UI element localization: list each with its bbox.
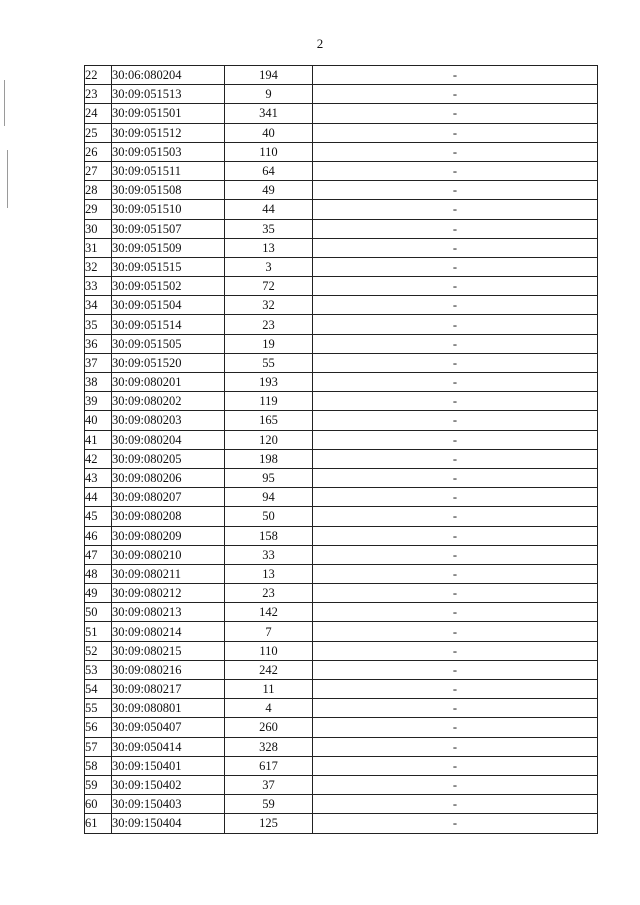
area-cell: 158 bbox=[225, 526, 313, 545]
table-row bbox=[85, 449, 598, 468]
cadastral-code-cell: 30:09:051511 bbox=[112, 161, 225, 180]
area-cell: 120 bbox=[225, 430, 313, 449]
table-row bbox=[85, 238, 598, 257]
area-cell: 328 bbox=[225, 737, 313, 756]
row-number-cell: 45 bbox=[85, 507, 112, 526]
cadastral-code-cell: 30:09:051505 bbox=[112, 334, 225, 353]
note-cell: - bbox=[313, 775, 598, 794]
area-cell: 194 bbox=[225, 66, 313, 85]
cadastral-code-cell: 30:09:051507 bbox=[112, 219, 225, 238]
cadastral-code-cell: 30:09:080209 bbox=[112, 526, 225, 545]
note-cell: - bbox=[313, 507, 598, 526]
row-number-cell: 23 bbox=[85, 85, 112, 104]
note-cell: - bbox=[313, 680, 598, 699]
row-number-cell: 42 bbox=[85, 449, 112, 468]
row-number-cell: 58 bbox=[85, 756, 112, 775]
note-cell: - bbox=[313, 334, 598, 353]
area-cell: 40 bbox=[225, 123, 313, 142]
area-cell: 617 bbox=[225, 756, 313, 775]
note-cell: - bbox=[313, 449, 598, 468]
area-cell: 3 bbox=[225, 257, 313, 276]
area-cell: 193 bbox=[225, 373, 313, 392]
cadastral-code-cell: 30:09:051510 bbox=[112, 200, 225, 219]
table-row bbox=[85, 181, 598, 200]
area-cell: 260 bbox=[225, 718, 313, 737]
table-row bbox=[85, 814, 598, 833]
area-cell: 4 bbox=[225, 699, 313, 718]
note-cell: - bbox=[313, 468, 598, 487]
table-row bbox=[85, 468, 598, 487]
note-cell: - bbox=[313, 814, 598, 833]
cadastral-code-cell: 30:09:080801 bbox=[112, 699, 225, 718]
area-cell: 35 bbox=[225, 219, 313, 238]
row-number-cell: 41 bbox=[85, 430, 112, 449]
table-row bbox=[85, 660, 598, 679]
cadastral-code-cell: 30:09:080207 bbox=[112, 488, 225, 507]
row-number-cell: 49 bbox=[85, 584, 112, 603]
area-cell: 19 bbox=[225, 334, 313, 353]
table-row bbox=[85, 353, 598, 372]
table-row bbox=[85, 622, 598, 641]
table-row bbox=[85, 392, 598, 411]
row-number-cell: 24 bbox=[85, 104, 112, 123]
row-number-cell: 57 bbox=[85, 737, 112, 756]
cadastral-code-cell: 30:09:080201 bbox=[112, 373, 225, 392]
note-cell: - bbox=[313, 142, 598, 161]
row-number-cell: 46 bbox=[85, 526, 112, 545]
note-cell: - bbox=[313, 699, 598, 718]
cadastral-code-cell: 30:09:080215 bbox=[112, 641, 225, 660]
area-cell: 44 bbox=[225, 200, 313, 219]
cadastral-code-cell: 30:09:080208 bbox=[112, 507, 225, 526]
cadastral-code-cell: 30:09:080204 bbox=[112, 430, 225, 449]
cadastral-code-cell: 30:09:080203 bbox=[112, 411, 225, 430]
row-number-cell: 28 bbox=[85, 181, 112, 200]
cadastral-code-cell: 30:09:080205 bbox=[112, 449, 225, 468]
cadastral-code-cell: 30:09:051512 bbox=[112, 123, 225, 142]
row-number-cell: 48 bbox=[85, 564, 112, 583]
cadastral-code-cell: 30:09:150403 bbox=[112, 795, 225, 814]
area-cell: 32 bbox=[225, 296, 313, 315]
note-cell: - bbox=[313, 430, 598, 449]
row-number-cell: 43 bbox=[85, 468, 112, 487]
cadastral-code-cell: 30:09:080217 bbox=[112, 680, 225, 699]
table-row bbox=[85, 161, 598, 180]
area-cell: 23 bbox=[225, 315, 313, 334]
area-cell: 110 bbox=[225, 142, 313, 161]
table-row bbox=[85, 373, 598, 392]
row-number-cell: 59 bbox=[85, 775, 112, 794]
cadastral-code-cell: 30:09:051508 bbox=[112, 181, 225, 200]
row-number-cell: 27 bbox=[85, 161, 112, 180]
table-row bbox=[85, 526, 598, 545]
row-number-cell: 39 bbox=[85, 392, 112, 411]
row-number-cell: 51 bbox=[85, 622, 112, 641]
cadastral-code-cell: 30:09:080202 bbox=[112, 392, 225, 411]
table-row bbox=[85, 123, 598, 142]
note-cell: - bbox=[313, 603, 598, 622]
row-number-cell: 30 bbox=[85, 219, 112, 238]
table-row bbox=[85, 488, 598, 507]
area-cell: 125 bbox=[225, 814, 313, 833]
table-row bbox=[85, 756, 598, 775]
area-cell: 95 bbox=[225, 468, 313, 487]
area-cell: 242 bbox=[225, 660, 313, 679]
cadastral-code-cell: 30:09:150404 bbox=[112, 814, 225, 833]
area-cell: 59 bbox=[225, 795, 313, 814]
row-number-cell: 35 bbox=[85, 315, 112, 334]
area-cell: 198 bbox=[225, 449, 313, 468]
note-cell: - bbox=[313, 353, 598, 372]
table-row bbox=[85, 795, 598, 814]
area-cell: 11 bbox=[225, 680, 313, 699]
area-cell: 55 bbox=[225, 353, 313, 372]
area-cell: 110 bbox=[225, 641, 313, 660]
area-cell: 94 bbox=[225, 488, 313, 507]
note-cell: - bbox=[313, 257, 598, 276]
table-row bbox=[85, 507, 598, 526]
area-cell: 49 bbox=[225, 181, 313, 200]
area-cell: 64 bbox=[225, 161, 313, 180]
row-number-cell: 44 bbox=[85, 488, 112, 507]
note-cell: - bbox=[313, 660, 598, 679]
cadastral-code-cell: 30:09:150402 bbox=[112, 775, 225, 794]
note-cell: - bbox=[313, 622, 598, 641]
table-row bbox=[85, 315, 598, 334]
area-cell: 13 bbox=[225, 564, 313, 583]
row-number-cell: 25 bbox=[85, 123, 112, 142]
note-cell: - bbox=[313, 795, 598, 814]
area-cell: 23 bbox=[225, 584, 313, 603]
note-cell: - bbox=[313, 584, 598, 603]
area-cell: 37 bbox=[225, 775, 313, 794]
row-number-cell: 61 bbox=[85, 814, 112, 833]
cadastral-code-cell: 30:09:080213 bbox=[112, 603, 225, 622]
note-cell: - bbox=[313, 104, 598, 123]
table-row bbox=[85, 603, 598, 622]
area-cell: 50 bbox=[225, 507, 313, 526]
note-cell: - bbox=[313, 392, 598, 411]
table-row bbox=[85, 66, 598, 85]
note-cell: - bbox=[313, 181, 598, 200]
row-number-cell: 34 bbox=[85, 296, 112, 315]
cadastral-code-cell: 30:09:050414 bbox=[112, 737, 225, 756]
note-cell: - bbox=[313, 411, 598, 430]
note-cell: - bbox=[313, 488, 598, 507]
table-row bbox=[85, 545, 598, 564]
note-cell: - bbox=[313, 296, 598, 315]
page-number: 2 bbox=[316, 36, 324, 51]
area-cell: 33 bbox=[225, 545, 313, 564]
note-cell: - bbox=[313, 641, 598, 660]
note-cell: - bbox=[313, 756, 598, 775]
row-number-cell: 33 bbox=[85, 277, 112, 296]
row-number-cell: 53 bbox=[85, 660, 112, 679]
cadastral-code-cell: 30:09:051509 bbox=[112, 238, 225, 257]
table-row bbox=[85, 104, 598, 123]
row-number-cell: 55 bbox=[85, 699, 112, 718]
table-row bbox=[85, 641, 598, 660]
note-cell: - bbox=[313, 200, 598, 219]
note-cell: - bbox=[313, 545, 598, 564]
table-row bbox=[85, 277, 598, 296]
table-row bbox=[85, 737, 598, 756]
row-number-cell: 29 bbox=[85, 200, 112, 219]
table-row bbox=[85, 219, 598, 238]
area-cell: 9 bbox=[225, 85, 313, 104]
cadastral-code-cell: 30:06:080204 bbox=[112, 66, 225, 85]
cadastral-code-cell: 30:09:051501 bbox=[112, 104, 225, 123]
note-cell: - bbox=[313, 85, 598, 104]
row-number-cell: 40 bbox=[85, 411, 112, 430]
area-cell: 142 bbox=[225, 603, 313, 622]
left-margin-mark bbox=[4, 80, 5, 126]
parcel-table-body bbox=[85, 66, 598, 834]
table-row bbox=[85, 296, 598, 315]
area-cell: 7 bbox=[225, 622, 313, 641]
cadastral-code-cell: 30:09:050407 bbox=[112, 718, 225, 737]
note-cell: - bbox=[313, 238, 598, 257]
table-row bbox=[85, 430, 598, 449]
note-cell: - bbox=[313, 737, 598, 756]
cadastral-code-cell: 30:09:080214 bbox=[112, 622, 225, 641]
note-cell: - bbox=[313, 718, 598, 737]
note-cell: - bbox=[313, 564, 598, 583]
note-cell: - bbox=[313, 123, 598, 142]
table-row bbox=[85, 718, 598, 737]
cadastral-code-cell: 30:09:051502 bbox=[112, 277, 225, 296]
note-cell: - bbox=[313, 315, 598, 334]
row-number-cell: 54 bbox=[85, 680, 112, 699]
cadastral-code-cell: 30:09:051515 bbox=[112, 257, 225, 276]
cadastral-code-cell: 30:09:051514 bbox=[112, 315, 225, 334]
row-number-cell: 60 bbox=[85, 795, 112, 814]
row-number-cell: 56 bbox=[85, 718, 112, 737]
row-number-cell: 47 bbox=[85, 545, 112, 564]
row-number-cell: 36 bbox=[85, 334, 112, 353]
table-row bbox=[85, 584, 598, 603]
table-row bbox=[85, 257, 598, 276]
area-cell: 341 bbox=[225, 104, 313, 123]
table-row bbox=[85, 699, 598, 718]
row-number-cell: 31 bbox=[85, 238, 112, 257]
table-row bbox=[85, 680, 598, 699]
table-row bbox=[85, 85, 598, 104]
cadastral-code-cell: 30:09:051503 bbox=[112, 142, 225, 161]
cadastral-code-cell: 30:09:080211 bbox=[112, 564, 225, 583]
area-cell: 13 bbox=[225, 238, 313, 257]
note-cell: - bbox=[313, 219, 598, 238]
note-cell: - bbox=[313, 373, 598, 392]
note-cell: - bbox=[313, 526, 598, 545]
area-cell: 119 bbox=[225, 392, 313, 411]
table-row bbox=[85, 200, 598, 219]
cadastral-code-cell: 30:09:051513 bbox=[112, 85, 225, 104]
cadastral-code-cell: 30:09:080212 bbox=[112, 584, 225, 603]
table-row bbox=[85, 775, 598, 794]
parcel-table bbox=[84, 65, 598, 834]
cadastral-code-cell: 30:09:080206 bbox=[112, 468, 225, 487]
cadastral-code-cell: 30:09:080210 bbox=[112, 545, 225, 564]
row-number-cell: 50 bbox=[85, 603, 112, 622]
note-cell: - bbox=[313, 66, 598, 85]
table-row bbox=[85, 564, 598, 583]
left-margin-mark bbox=[7, 150, 8, 208]
cadastral-code-cell: 30:09:051504 bbox=[112, 296, 225, 315]
row-number-cell: 22 bbox=[85, 66, 112, 85]
note-cell: - bbox=[313, 161, 598, 180]
row-number-cell: 26 bbox=[85, 142, 112, 161]
area-cell: 165 bbox=[225, 411, 313, 430]
row-number-cell: 38 bbox=[85, 373, 112, 392]
area-cell: 72 bbox=[225, 277, 313, 296]
cadastral-code-cell: 30:09:150401 bbox=[112, 756, 225, 775]
table-row bbox=[85, 142, 598, 161]
note-cell: - bbox=[313, 277, 598, 296]
row-number-cell: 37 bbox=[85, 353, 112, 372]
row-number-cell: 52 bbox=[85, 641, 112, 660]
table-row bbox=[85, 411, 598, 430]
row-number-cell: 32 bbox=[85, 257, 112, 276]
cadastral-code-cell: 30:09:080216 bbox=[112, 660, 225, 679]
table-row bbox=[85, 334, 598, 353]
cadastral-code-cell: 30:09:051520 bbox=[112, 353, 225, 372]
